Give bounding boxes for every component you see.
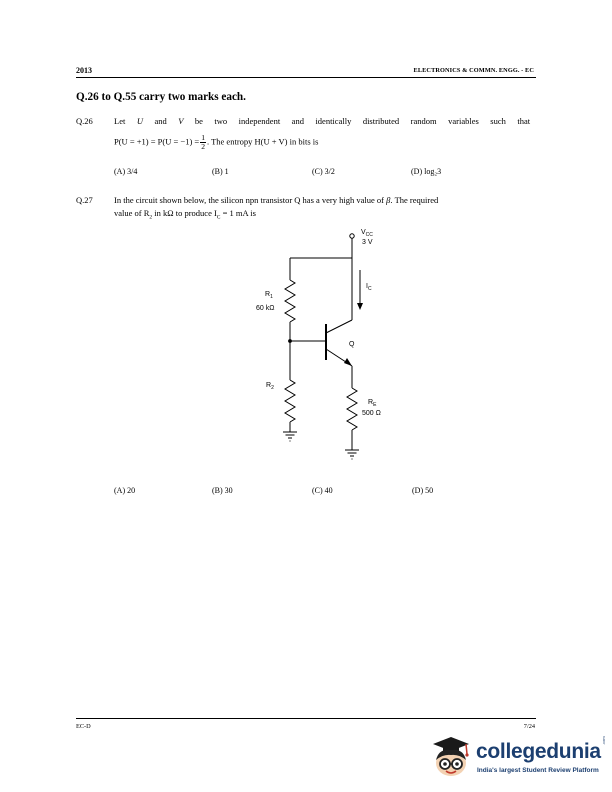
footer-paper-code: EC-D [76, 723, 91, 730]
ic-arrow-head [357, 303, 363, 310]
q26-text-line1: Let U and V be two independent and identically distributed random variables such that [114, 116, 531, 126]
brand-mascot-icon [425, 730, 475, 780]
footer-divider [76, 718, 536, 719]
q26-option-c: (C) 3/2 [312, 167, 335, 176]
vcc-label: $V_{CC}$ [361, 229, 373, 238]
r2-resistor [285, 380, 295, 422]
q27-text-line1: In the circuit shown below, the silicon npn transistor Q has a very high value of β. The required [114, 195, 439, 205]
q27-option-b: (B) 30 [212, 486, 233, 495]
brand-domain-suffix: .com [601, 736, 606, 745]
q26-equation-left: P(U = +1) = P(U = −1) = [114, 136, 200, 147]
q26-option-d: (D) log₂3 [411, 167, 442, 176]
vcc-terminal [350, 234, 354, 238]
brand-tagline: India's largest Student Review Platform [477, 767, 599, 774]
footer-page-number: 7/24 [523, 723, 535, 730]
re-resistor [347, 388, 357, 430]
r1-value: 60 kΩ [256, 305, 275, 312]
ground-r2 [283, 432, 297, 441]
vcc-value: 3 V [362, 239, 373, 246]
re-label: $R_E$ [368, 399, 377, 408]
emitter-arrow [344, 358, 352, 366]
ic-label: $I_C$ [366, 283, 372, 292]
q26-option-b: (B) 1 [212, 167, 229, 176]
section-title: Q.26 to Q.55 carry two marks each. [76, 91, 246, 103]
header-year: 2013 [76, 66, 92, 75]
q27-option-a: (A) 20 [114, 486, 136, 495]
q27-text-line2: value of $R_2$ in kΩ to produce $I_C = 1$ mA is [114, 208, 256, 221]
q26-option-a: (A) 3/4 [114, 167, 138, 176]
q26-fraction: $\frac{1}{2}$ [201, 133, 205, 151]
q27-number: Q.27 [76, 195, 93, 205]
q26-number: Q.26 [76, 116, 93, 126]
q-label: Q [349, 341, 355, 348]
r2-label: $R_2$ [266, 382, 274, 391]
header-paper-title: ELECTRONICS & COMMN. ENGG. - EC [413, 67, 534, 74]
r1-resistor [285, 280, 295, 322]
ground-re [345, 450, 359, 459]
collector-lead [326, 320, 352, 333]
re-value: 500 Ω [362, 410, 381, 417]
q26-equation-right: . The entropy H(U + V) in bits is [207, 136, 319, 147]
q27-option-c: (C) 40 [312, 486, 333, 495]
r1-label: $R_1$ [265, 291, 273, 300]
brand-name: collegedunia [476, 740, 601, 763]
q27-option-d: (D) 50 [412, 486, 434, 495]
